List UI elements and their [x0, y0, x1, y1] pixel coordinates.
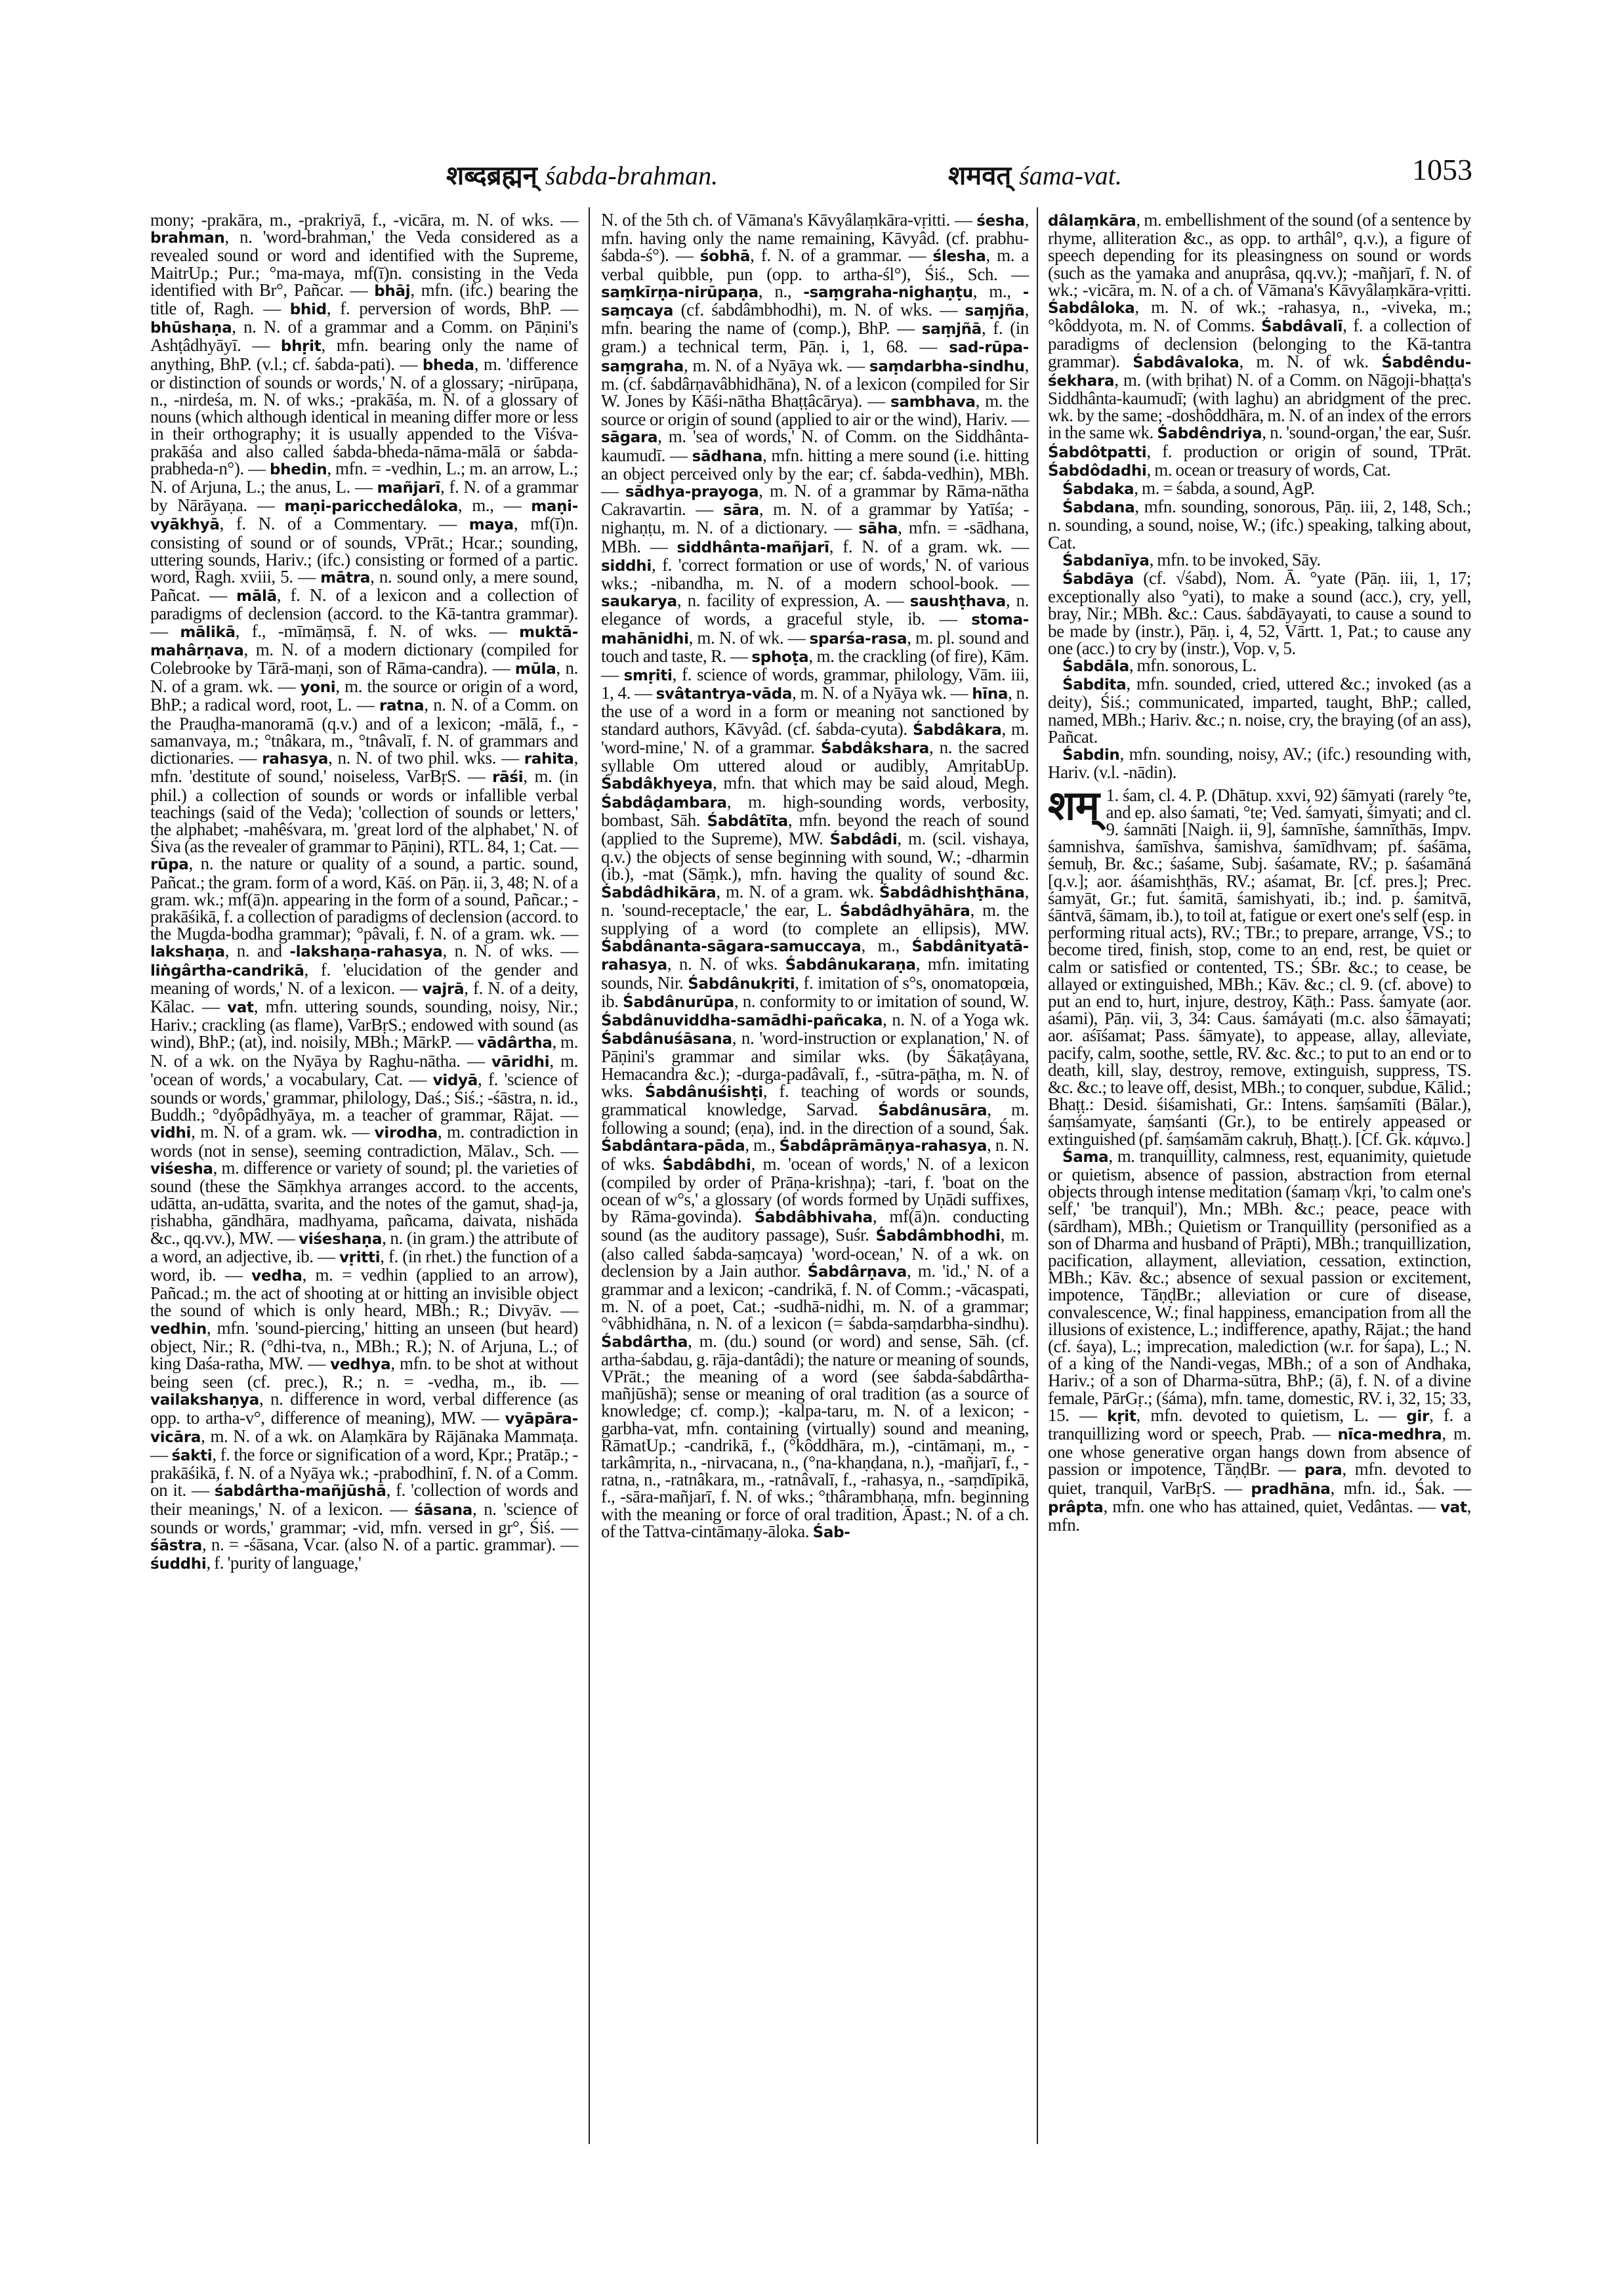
headword: Śabdânurūpa: [623, 993, 734, 1011]
column-rule: [589, 207, 590, 2144]
headword: gir: [1406, 1407, 1430, 1425]
headword: Śabdârṇava: [807, 1263, 907, 1281]
headword: saushṭhava: [909, 593, 1006, 611]
headword: Śabdâvalī: [1261, 318, 1343, 336]
headword: maya: [468, 516, 514, 534]
headword: pradhāna: [1251, 1480, 1331, 1498]
headword: śobhā: [699, 248, 751, 266]
headword: Śabdâkara: [912, 721, 1002, 739]
headword: Śabdāla: [1062, 658, 1129, 676]
headword: vādârtha: [477, 1035, 552, 1052]
headword: vailakshaṇya: [150, 1392, 259, 1409]
headword: sādhya-prayoga: [625, 484, 759, 501]
headword: vāridhi: [491, 1053, 550, 1071]
headword: viśesha: [150, 1160, 213, 1178]
headword: ślesha: [932, 248, 986, 266]
headword: śāsana: [414, 1501, 472, 1519]
entry-sam-text: 1. śam, cl. 4. P. (Dhātup. xxvi, 92) śāmyati (rarely °te, and ep. also śamati, °te; Ved. śamyati, śimyati; and cl. 9. śamnāti [Naigh. ii, 9], śamnīshe, śamnīthās, Impv. śamnishva, śamīshva, śamishva, śamīdhvam; pf. śaśāma, śemuḥ, Br. &c.; śaśame, Subj. śaśamate, RV.; p. śaśamāná [q.v.]; aor. áśamishṭhās, RV.; aśamat, Br. [cf. pres.]; Prec. śamyāt, Gr.; fut. śamitā, śamishyati, ib.; ind. p. śamitvā, śāntvā, śāmam, ib.), to toil at, fatigue or exert one's self (esp. in performing ritual acts), RV.; TBr.; to prepare, arrange, VS.; to become tired, finish, stop, come to an end, rest, be quiet or calm or satisfied or contented, TS.; ŚBr. &c.; to cease, be allayed or extinguished, MBh.; Kāv. &c.; cl. 9. (cf. above) to put an end to, hurt, injure, destroy, Kāṭh.: Pass. śamyate (aor. aśami), Pāṇ. vii, 3, 34: Caus. śamáyati (m.c. also śāmayati; aor. aśīśamat; Pass. śāmyate), to appease, allay, alleviate, pacify, calm, soothe, settle, RV. &c. &c.; to put to an end or to death, kill, slay, destroy, remove, extinguish, suppress, TS. &c. &c.; to leave off, desist, MBh.; to conquer, subdue, Kālid.; Bhaṭṭ.: Desid. śiśamishati, Gr.: Intens. śaṃśamīti (Bālar.), śaṃśamyate, śaṃśanti (Gr.), to be entirely appeased or extinguished (pf. śaṃśamām cakruḥ, Bhaṭṭ.). [Cf. Gk. κάμνω.]: [1048, 785, 1471, 1149]
headword: rahita: [524, 751, 574, 768]
headword: sāra: [722, 502, 759, 520]
headword: Śabdânukaraṇa: [785, 957, 916, 974]
headword: Śabdântara-pāda: [601, 1138, 745, 1155]
headword: siddhânta-mañjarī: [677, 539, 829, 556]
headword: vidyā: [432, 1071, 478, 1089]
page-number: 1053: [1412, 153, 1472, 186]
headword: Śabdôtpatti: [1048, 444, 1147, 461]
entry-sabdaya: Śabdāya (cf. √śabd), Nom. Ā. °yate (Pāṇ. iii, 1, 17; exceptionally also °yati), to make a sound (acc.), cry, yell, bray, Nir.; MBh. &c.: Caus. śabdāyayati, to cause a sound to be made by (instr.), Pāṇ. i, 4, 52, Vārtt. 1, Pat.; to cause any one (acc.) to cry by (instr.), Vop. v, 5.: [1048, 568, 1471, 658]
dictionary-paragraph: mony; -prakāra, m., -prakriyā, f., -vicāra, m. N. of wks. — brahman, n. 'word-brahman,' the Veda considered as a revealed sound or word and identified with the Supreme, MaitrUp.; Pur.; °ma-maya, mf(ī)n. consisting in the Veda identified with Br°, Pañcar. — bhāj, mfn. (ifc.) bearing the title of, Ragh. — bhid, f. perversion of words, BhP. — bhūshaṇa, n. N. of a grammar and a Comm. on Pāṇini's Ashṭâdhyāyī. — bhṛit, mfn. bearing only the name of anything, BhP. (v.l.; cf. śabda-pati). — bheda, m. 'difference or distinction of sounds or words,' N. of a glossary; -nirūpaṇa, n., -nirdeśa, m. N. of wks.; -prakāśa, m. N. of a glossary of nouns (which although identical in meaning differ more or less in their orthography; it is usually appended to the Viśva-prakāśa and also called śabda-bheda-nāma-mālā or śabda-prabheda-n°). — bhedin, mfn. = -vedhin, L.; m. an arrow, L.; N. of Arjuna, L.; the anus, L. — mañjarī, f. N. of a grammar by Nārāyaṇa. — maṇi-paricchedâloka, m., — maṇi-vyākhyā, f. N. of a Commentary. — maya, mf(ī)n. consisting of sound or of sounds, VPrāt.; Hcar.; sounding, uttering sounds, Hariv.; (ifc.) consisting or formed of a partic. word, Ragh. xviii, 5. — mātra, n. sound only, a mere sound, Pañcat. — mālā, f. N. of a lexicon and a collection of paradigms of declension (accord. to the Kā-tantra grammar). — mālikā, f., -mīmāṃsā, f. N. of wks. — muktā-mahârṇava, m. N. of a modern dictionary (compiled for Colebrooke by Tārā-maṇi, son of Rāma-candra). — mūla, n. N. of a gram. wk. — yoni, m. the source or origin of a word, BhP.; a radical word, root, L. — ratna, n. N. of a Comm. on the Prauḍha-manoramā (q.v.) and of a lexicon; -mālā, f., -samanvaya, m.; °tnâkara, m., °tnâvalī, f. N. of grammars and dictionaries. — rahasya, n. N. of two phil. wks. — rahita, mfn. 'destitute of sound,' noiseless, VarBṛS. — rāśi, m. (in phil.) a collection of sounds or words or infallible verbal teachings (said of the Veda); 'collection of sounds or letters,' the alphabet; -mahêśvara, m. 'great lord of the alphabet,' N. of Śiva (as the revealer of grammar to Pāṇini), RTL. 84, 1; Cat. — rūpa, n. the nature or quality of a sound, a partic. sound, Pañcat.; the gram. form of a word, Kāś. on Pāṇ. ii, 3, 48; N. of a gram. wk.; mf(ā)n. appearing in the form of a sound, Pañcar.; -prakāśikā, f. a collection of paradigms of declension (accord. to the Mugda-bodha grammar); °pâvali, f. N. of a gram. wk. — lakshaṇa, n. and -lakshaṇa-rahasya, n. N. of wks. — liṅgârtha-candrikā, f. 'elucidation of the gender and meaning of words,' N. of a lexicon. — vajrā, f. N. of a deity, Kālac. — vat, mfn. uttering sounds, sounding, noisy, Nir.; Hariv.; crackling (as flame), VarBṛS.; endowed with sound (as wind), BhP.; (at), ind. noisily, MBh.; MārkP. — vādârtha, m. N. of a wk. on the Nyāya by Raghu-nātha. — vāridhi, m. 'ocean of words,' a vocabulary, Cat. — vidyā, f. 'science of sounds or words,' grammar, philology, Daś.; Śiś.; -śāstra, n. id., Buddh.; °dyôpâdhyāya, m. a teacher of grammar, Rājat. — vidhi, m. N. of a gram. wk. — virodha, m. contradiction in words (not in sense), seeming contradiction, Mālav., Sch. — viśesha, m. difference or variety of sound; pl. the varieties of sound (these the Sāṃkhya arranges accord. to the accents, udātta, an-udātta, svarita, and the notes of the gamut, shaḍ-ja, ṛishabha, gāndhāra, madhyama, pañcama, daivata, nishāda &c., qq.vv.), MW. — viśeshaṇa, n. (in gram.) the attribute of a word, an adjective, ib. — vṛitti, f. (in rhet.) the function of a word, ib. — vedha, m. = vedhin (applied to an arrow), Pañcad.; m. the act of shooting at or hitting an invisible object the sound of which is only heard, MBh.; R.; Divyāv. — vedhin, mfn. 'sound-piercing,' hitting an unseen (but heard) object, Nir.; R. (°dhi-tva, n., MBh.; R.); N. of Arjuna, L.; of king Daśa-ratha, MW. — vedhya, mfn. to be shot at without being seen (cf. prec.), R.; n. = -vedha, m., ib. — vailakshaṇya, n. difference in word, verbal difference (as opp. to artha-v°, difference of meaning), MW. — vyāpāra-vicāra, m. N. of a wk. on Alaṃkāra by Rājānaka Mammaṭa. — śakti, f. the force or signification of a word, Kpr.; Pratāp.; -prakāśikā, f. N. of a Nyāya wk.; -prabodhinī, f. N. of a Comm. on it. — śabdârtha-mañjūshā, f. 'collection of words and their meanings,' N. of a lexicon. — śāsana, n. 'science of sounds or words,' grammar; -vid, mfn. versed in gr°, Śiś. — śāstra, n. = -śāsana, Vcar. (also N. of a partic. grammar). — śuddhi, f. 'purity of language,': [150, 210, 579, 1573]
headword: Śabdâloka: [1048, 300, 1135, 318]
headword: Śabdin: [1062, 747, 1120, 764]
headword: sāgara: [601, 429, 658, 447]
running-head-left-devanagari: शब्दब्रह्मन्: [446, 161, 537, 190]
entry-sabdaka: Śabdaka, m. = śabda, a sound, AgP.: [1062, 478, 1315, 499]
headword: Śabdêndriya: [1157, 425, 1262, 443]
entry-sabdala: Śabdāla, mfn. sonorous, L.: [1062, 655, 1257, 676]
headword: Śabdânanta-sāgara-samuccaya: [601, 938, 862, 956]
headword: viśeshaṇa: [299, 1230, 383, 1248]
headword: vat: [1440, 1499, 1467, 1516]
headword: maṇi-vyākhyā: [150, 498, 578, 534]
headword: saṃkīrṇa-nirūpaṇa: [601, 283, 759, 301]
entry-sama: Śama, m. tranquillity, calmness, rest, equanimity, quietude or quietism, absence of passion, abstraction from eternal objects through intense meditation (śamaṃ √kṛi, 'to calm one's self,' 'be tranquil'), Mn.; MBh. &c.; peace, peace with (sārdham), MBh.; Quietism or Tranquillity (personified as a son of Dharma and husband of Prāpti), MBh.; tranquillization, pacification, allayment, alleviation, cessation, extinction, MBh.; Kāv. &c.; absence of sexual passion or excitement, impotence, TāṇḍBr.; alleviation or cure of disease, convalescence, W.; final happiness, emancipation from all the illusions of existence, L.; indifference, apathy, Rājat.; the hand (cf. śaya), L.; imprecation, malediction (w.r. for śapa), L.; N. of a king of the Nandi-vegas, MBh.; of a son of Andhaka, Hariv.; of a son of Dharma-sūtra, BhP.; (ā), f. N. of a divine female, PārGṛ.; (śáma), mfn. tame, domestic, RV. i, 32, 15; 33, 15. — kṛit, mfn. devoted to quietism, L. — gir, f. a tranquillizing word or speech, Prab. — nīca-medhra, m. one whose generative organ hangs down from absence of passion or impotence, TāṇḍBr. — para, mfn. devoted to quiet, tranquil, VarBṛS. — pradhāna, mfn. id., Śak. — prâpta, mfn. one who has attained, quiet, Vedântas. — vat, mfn.: [1048, 1146, 1471, 1535]
headword: lakshaṇa: [150, 943, 225, 961]
headword: Śabdâdhyāhāra: [839, 902, 970, 920]
entry-sabdana: Śabdana, mfn. sounding, sonorous, Pāṇ. iii, 2, 148, Sch.; n. sounding, a sound, noise, W.; (ifc.) speaking, talking about, Cat.: [1048, 497, 1471, 552]
headword: maṇi-paricchedâloka: [284, 498, 458, 516]
headword: sad-rūpa-saṃgraha: [601, 339, 1029, 375]
running-head-center-translit: śama-vat.: [1019, 161, 1122, 190]
headword: para: [1304, 1462, 1343, 1479]
entry-sabdita: Śabdita, mfn. sounded, cried, uttered &c.; invoked (as a deity), Śiś.; communicated, imparted, taught, BhP.; called, named, MBh.; Hariv. &c.; n. noise, cry, the braying (of an ass), Pañcat.: [1048, 674, 1471, 747]
headword: mālikā: [180, 623, 236, 641]
headword: śakti: [171, 1447, 213, 1465]
headword: Śabdâmbhodhi: [875, 1228, 1001, 1245]
headword: Śabdânuśishṭi: [644, 1083, 763, 1101]
entry-sam-root: [1048, 783, 1471, 1149]
headword: vat: [227, 999, 254, 1016]
headword: nīca-medhra: [1337, 1426, 1442, 1444]
headword: Śabdâvaloka: [1133, 354, 1239, 371]
headword: sparśa-rasa: [809, 630, 907, 648]
running-head-center: [948, 156, 1122, 192]
headword: sāha: [858, 520, 898, 538]
root-devanagari-dropcap: शम्: [1048, 783, 1100, 829]
headword: Śabdânityatā-rahasya: [601, 938, 1029, 974]
headword: mātra: [320, 569, 371, 587]
headword: Śabdâbhivaha: [754, 1209, 873, 1227]
headword: bhedin: [270, 461, 327, 478]
headword: Śab-: [812, 1523, 850, 1541]
headword: saṃjña: [965, 302, 1025, 320]
headword: brahman: [150, 230, 225, 247]
column-3: [1048, 211, 1471, 1533]
column-1: [150, 211, 578, 1573]
headword: ratna: [379, 697, 425, 715]
headword: rūpa: [150, 856, 189, 874]
running-head-center-devanagari: शमवत्: [948, 161, 1012, 190]
headword: mañjarī: [377, 480, 441, 497]
headword: Śabdâdhishṭhāna: [879, 884, 1025, 901]
headword: Śama: [1062, 1148, 1109, 1166]
headword: vajrā: [422, 980, 465, 998]
headword: Śabdaka: [1062, 481, 1135, 499]
headword: śesha: [976, 213, 1025, 230]
headword: Śabdana: [1062, 499, 1135, 517]
headword: smṛiti: [623, 667, 673, 685]
headword: liṅgârtha-candrikā: [150, 962, 304, 980]
headword: Śabdârtha: [601, 1333, 688, 1351]
dictionary-paragraph: dâlaṃkāra, m. embellishment of the sound (of a sentence by rhyme, alliteration &c., as opp. to arthâl°, q.v.), a figure of speech depending for its pleasingness on sound or words (such as the yamaka and anuprâsa, qq.vv.); -mañjarī, f. N. of wk.; -vicāra, m. N. of a ch. of Vāmana's Kāvyâlaṃkāra-vṛitti. Śabdâloka, m. N. of wk.; -rahasya, n., -viveka, m.; °kôddyota, m. N. of Comms. Śabdâvalī, f. a collection of paradigms of declension (belonging to the Kā-tantra grammar). Śabdâvaloka, m. N. of wk. Śabdêndu-śekhara, m. (with bṛihat) N. of a Comm. on Nāgoji-bhaṭṭa's Siddhânta-kaumudī; (with laghu) an abridgment of the prec. wk. by the same; -doshôddhāra, m. N. of an index of the errors in the same wk. Śabdêndriya, n. 'sound-organ,' the ear, Suśr. Śabdôtpatti, f. production or origin of sound, TPrāt. Śabdôdadhi, m. ocean or treasury of words, Cat.: [1048, 210, 1471, 480]
running-head-left: [446, 156, 718, 192]
headword: rāśi: [492, 769, 524, 787]
headword: virodha: [374, 1125, 438, 1142]
headword: bhṛit: [280, 338, 322, 356]
headword: vidhi: [150, 1125, 192, 1142]
column-2: [601, 211, 1029, 1541]
headword: saṃdarbha-sindhu: [869, 358, 1025, 375]
headword: Śabdâḍambara: [601, 794, 727, 812]
column-rule: [1037, 207, 1038, 2144]
headword: Śabdita: [1062, 676, 1127, 694]
dictionary-paragraph: N. of the 5th ch. of Vāmana's Kāvyâlaṃkāra-vṛitti. — śesha, mfn. having only the name remaining, Kāvyâd. (cf. prabhu-śabda-ś°). — śobhā, f. N. of a grammar. — ślesha, m. a verbal quibble, pun (opp. to artha-śl°), Śiś., Sch. — saṃkīrṇa-nirūpaṇa, n., -saṃgraha-nighaṇṭu, m., -saṃcaya (cf. śabdâmbhodhi), m. N. of wks. — saṃjña, mfn. bearing the name of (comp.), BhP. — saṃjñā, f. (in gram.) a technical term, Pāṇ. i, 1, 68. — sad-rūpa-saṃgraha, m. N. of a Nyāya wk. — saṃdarbha-sindhu, m. (cf. śabdârṇavâbhidhāna), N. of a lexicon (compiled for Sir W. Jones by Kāśi-nātha Bhaṭṭâcārya). — sambhava, m. the source or origin of sound (applied to air or the wind), Hariv. — sāgara, m. 'sea of words,' N. of Comm. on the Siddhânta-kaumudī. — sādhana, mfn. hitting a mere sound (i.e. hitting an object perceived only by the ear; cf. śabda-vedhin), MBh. — sādhya-prayoga, m. N. of a grammar by Rāma-nātha Cakravartin. — sāra, m. N. of a grammar by Yatīśa; -nighaṇṭu, m. N. of a dictionary. — sāha, mfn. = -sādhana, MBh. — siddhânta-mañjarī, f. N. of a gram. wk. — siddhi, f. 'correct formation or use of words,' N. of various wks.; -nibandha, m. N. of a modern school-book. — saukarya, n. facility of expression, A. — saushṭhava, n. elegance of words, a graceful style, ib. — stoma-mahānidhi, m. N. of wk. — sparśa-rasa, m. pl. sound and touch and taste, R. — sphoṭa, m. the crackling (of fire), Kām. — smṛiti, f. science of words, grammar, philology, Vām. iii, 1, 4. — svâtantrya-vāda, m. N. of a Nyāya wk. — hīna, n. the use of a word in a form or meaning not sanctioned by standard authors, Kāvyâd. (cf. śabda-cyuta). Śabdâkara, m. 'word-mine,' N. of a grammar. Śabdâkshara, n. the sacred syllable Om uttered aloud or audibly, AmṛitabUp. Śabdâkhyeya, mfn. that which may be said aloud, Megh. Śabdâḍambara, m. high-sounding words, verbosity, bombast, Sāh. Śabdâtīta, mfn. beyond the reach of sound (applied to the Supreme), MW. Śabdâdi, m. (scil. vishaya, q.v.) the objects of sense beginning with sound, W.; -dharmin (ib.), -mat (Sāṃk.), mfn. having the quality of sound &c. Śabdâdhikāra, m. N. of a gram. wk. Śabdâdhishṭhāna, n. 'sound-receptacle,' the ear, L. Śabdâdhyāhāra, m. the supplying of a word (to complete an ellipsis), MW. Śabdânanta-sāgara-samuccaya, m., Śabdânityatā-rahasya, n. N. of wks. Śabdânukaraṇa, mfn. imitating sounds, Nir. Śabdânukṛiti, f. imitation of s°s, onomatopœia, ib. Śabdânurūpa, n. conformity to or imitation of sound, W. Śabdânuviddha-samādhi-pañcaka, n. N. of a Yoga wk. Śabdânuśāsana, n. 'word-instruction or explanation,' N. of Pāṇini's grammar and similar wks. (by Śākaṭâyana, Hemacandra &c.); -durga-padâvalī, f., -sūtra-pāṭha, m. N. of wks. Śabdânuśishṭi, f. teaching of words or sounds, grammatical knowledge, Sarvad. Śabdânusāra, m. following a sound; (eṇa), ind. in the direction of a sound, Śak. Śabdântara-pāda, m., Śabdâprāmāṇya-rahasya, n. N. of wks. Śabdâbdhi, m. 'ocean of words,' N. of a lexicon (compiled by order of Prāṇa-krishṇa); -tari, f. 'boat on the ocean of w°s,' a glossary (of words formed by Uṇādi suffixes, by Rāma-govinda). Śabdâbhivaha, mf(ā)n. conducting sound (as the auditory passage), Suśr. Śabdâmbhodhi, m. (also called śabda-saṃcaya) 'word-ocean,' N. of a wk. on declension by a Jain author. Śabdârṇava, m. 'id.,' N. of a grammar and a lexicon; -candrikā, f. N. of Comm.; -vācaspati, m. N. of a poet, Cat.; -sudhā-nidhi, m. N. of a grammar; °vâbhidhāna, n. N. of a lexicon (= śabda-saṃdarbha-sindhu). Śabdârtha, m. (du.) sound (or word) and sense, Sāh. (cf. artha-śabdau, g. rāja-dantâdi); the nature or meaning of sounds, VPrāt.; the meaning of a word (see śabda-śabdârtha-mañjūshā); sense or meaning of oral tradition (as a source of knowledge; cf. comp.); -kalpa-taru, m. N. of a lexicon; -garbha-vat, mfn. containing (virtually) sound and meaning, RāmatUp.; -candrikā, f., (°kôddhāra, m.), -cintāmaṇi, m., -tarkâmṛita, n., -nirvacana, n., (°na-khaṇḍana, n.), -mañjarī, f., -ratna, n., -ratnâkara, m., -ratnâvalī, f., -rahasya, n., -saṃdīpikā, f., -sāra-mañjarī, f. N. of wks.; °thârambhaṇa, mfn. beginning with the meaning or force of oral tradition, Āpast.; N. of a ch. of the Tattva-cintāmaṇy-āloka. Śab-: [601, 210, 1030, 1541]
headword: siddhi: [601, 557, 652, 575]
headword: Śabdôdadhi: [1048, 462, 1147, 480]
entry-sabdaniya: Śabdanīya, mfn. to be invoked, Sāy.: [1062, 549, 1321, 569]
headword: vedhin: [150, 1320, 207, 1338]
headword: Śabdâkshara: [820, 739, 929, 757]
headword: prâpta: [1048, 1499, 1104, 1516]
headword: svâtantrya-vāda: [656, 686, 793, 703]
headword: yoni: [300, 679, 336, 697]
headword: Śabdânuviddha-samādhi-pañcaka: [601, 1012, 883, 1029]
headword: -saṃcaya: [601, 283, 1029, 320]
headword: Śabdâdi: [829, 831, 898, 848]
headword: Śabdânusāra: [878, 1102, 988, 1119]
headword: dâlaṃkāra: [1048, 213, 1136, 230]
headword: sphoṭa: [751, 648, 809, 666]
headword: mālā: [236, 588, 277, 606]
headword: Śabdanīya: [1062, 552, 1150, 569]
headword: hīna: [972, 686, 1009, 703]
headword: Śabdâbdhi: [662, 1156, 751, 1174]
headword: mūla: [514, 661, 556, 678]
headword: śabdârtha-mañjūshā: [214, 1483, 386, 1500]
running-head-left-translit: śabda-brahman.: [545, 161, 718, 190]
headword: Śabdâkhyeya: [601, 775, 713, 793]
headword: saukarya: [601, 593, 677, 611]
headword: vedha: [251, 1267, 302, 1285]
headword: bhāj: [374, 282, 411, 300]
headword: vṛitti: [339, 1249, 381, 1266]
headword: Śabdâprāmāṇya-rahasya: [779, 1138, 988, 1155]
headword: sambhava: [890, 394, 976, 411]
headword: Śabdêndu-śekhara: [1048, 354, 1471, 390]
headword: śuddhi: [150, 1556, 207, 1573]
headword: Śabdânukṛiti: [688, 975, 795, 993]
headword: Śabdâtīta: [707, 812, 788, 830]
headword: vedhya: [330, 1356, 391, 1373]
headword: bhid: [289, 301, 327, 319]
headword: śāstra: [150, 1537, 202, 1555]
headword: saṃjñā: [921, 321, 982, 339]
headword: Śabdāya: [1062, 571, 1134, 589]
entry-sabdin: Śabdin, mfn. sounding, noisy, AV.; (ifc.) resounding with, Hariv. (v.l. -nādin).: [1048, 744, 1471, 783]
headword: bheda: [422, 356, 474, 374]
headword: bhūshaṇa: [150, 320, 232, 337]
headword: stoma-mahānidhi: [601, 611, 1029, 648]
headword: rahasya: [262, 751, 329, 768]
headword: kṛit: [1107, 1407, 1136, 1425]
headword: -saṃgraha-nighaṇṭu: [803, 283, 973, 301]
headword: sādhana: [692, 447, 763, 465]
headword: Śabdâdhikāra: [601, 884, 717, 901]
headword: muktā-mahârṇava: [150, 623, 578, 659]
headword: vyāpāra-vicāra: [150, 1410, 578, 1446]
headword: -lakshaṇa-rahasya: [289, 943, 443, 961]
headword: Śabdânuśāsana: [601, 1031, 732, 1048]
